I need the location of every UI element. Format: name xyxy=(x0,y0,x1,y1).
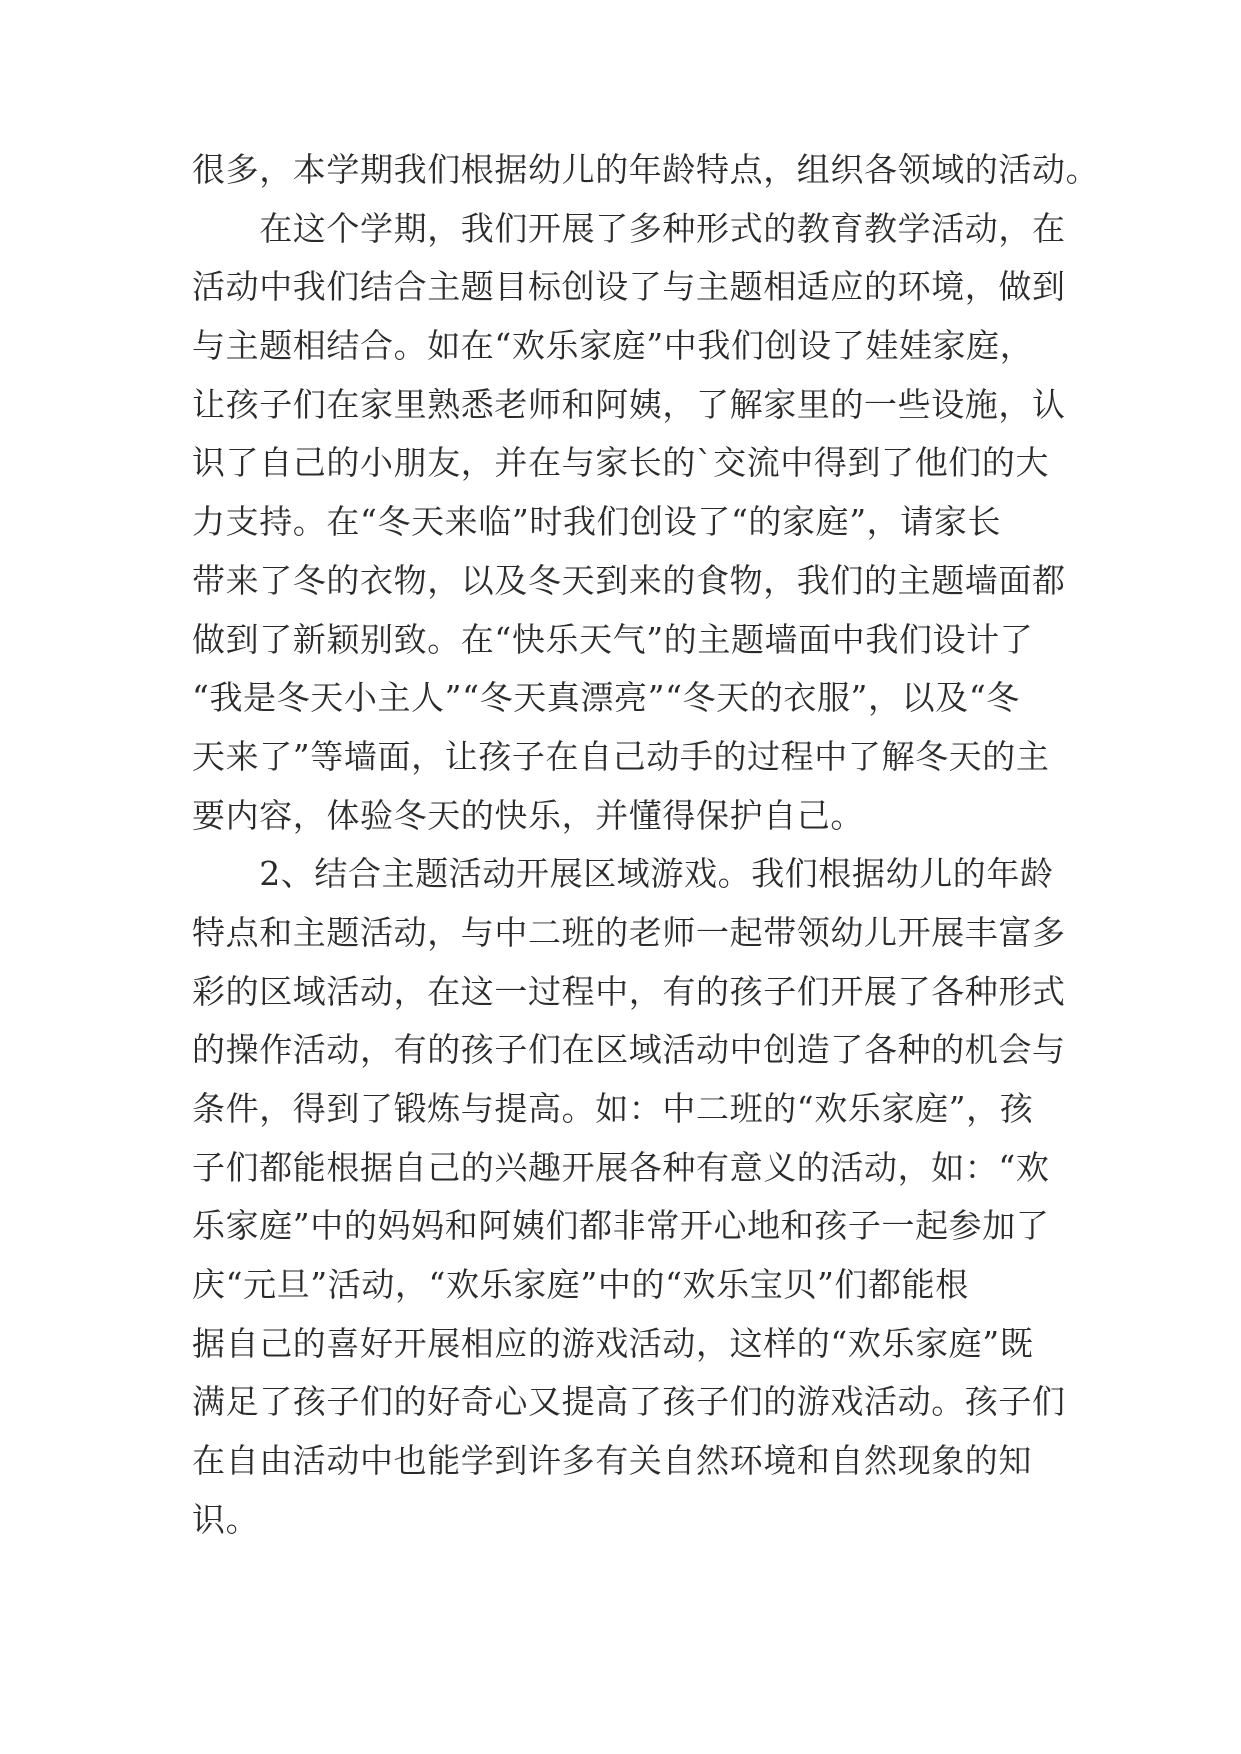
text-line: 要内容，体验冬天的快乐，并懂得保护自己。 xyxy=(192,795,864,835)
text-line: 带来了冬的衣物，以及冬天到来的食物，我们的主题墙面都 xyxy=(192,560,1066,600)
text-line: 满足了孩子们的好奇心又提高了孩子们的游戏活动。孩子们 xyxy=(192,1382,1066,1422)
text-line: 识了自己的小朋友，并在与家长的`交流中得到了他们的大 xyxy=(192,443,1050,483)
text-line: 与主题相结合。如在“欢乐家庭”中我们创设了娃娃家庭， xyxy=(192,326,1034,366)
document-body xyxy=(192,141,1100,1550)
text-line: 让孩子们在家里熟悉老师和阿姨，了解家里的一些设施，认 xyxy=(192,384,1066,424)
text-line: 做到了新颖别致。在“快乐天气”的主题墙面中我们设计了 xyxy=(192,619,1034,659)
text-line: 据自己的喜好开展相应的游戏活动，这样的“欢乐家庭”既 xyxy=(192,1323,1034,1363)
text-line: 很多，本学期我们根据幼儿的年龄特点，组织各领域的活动。 xyxy=(192,150,1100,189)
text-line: 彩的区域活动，在这一过程中，有的孩子们开展了各种形式 xyxy=(192,971,1066,1011)
text-line: 2、结合主题活动开展区域游戏。我们根据幼儿的年龄 xyxy=(192,854,1054,894)
text-line: 天来了”等墙面，让孩子在自己动手的过程中了解冬天的主 xyxy=(192,736,1050,776)
text-line: 识。 xyxy=(192,1499,260,1539)
text-line: 的操作活动，有的孩子们在区域活动中创造了各种的机会与 xyxy=(192,1030,1066,1070)
text-line: 在这个学期，我们开展了多种形式的教育教学活动，在 xyxy=(192,208,1066,248)
text-line: “我是冬天小主人”“冬天真漂亮”“冬天的衣服”，以及“冬 xyxy=(192,678,1020,718)
text-line: 条件，得到了锻炼与提高。如：中二班的“欢乐家庭”，孩 xyxy=(192,1089,1034,1128)
text-line: 子们都能根据自己的兴趣开展各种有意义的活动，如：“欢 xyxy=(192,1147,1050,1187)
text-line: 在自由活动中也能学到许多有关自然环境和自然现象的知 xyxy=(192,1441,1032,1481)
text-line: 特点和主题活动，与中二班的老师一起带领幼儿开展丰富多 xyxy=(192,912,1066,952)
text-line: 乐家庭”中的妈妈和阿姨们都非常开心地和孩子一起参加了 xyxy=(192,1206,1050,1246)
text-line: 活动中我们结合主题目标创设了与主题相适应的环境，做到 xyxy=(192,267,1066,307)
text-line: 庆“元旦”活动，“欢乐家庭”中的“欢乐宝贝”们都能根 xyxy=(192,1265,969,1305)
text-line: 力支持。在“冬天来临”时我们创设了“的家庭”，请家长 xyxy=(192,502,1002,542)
